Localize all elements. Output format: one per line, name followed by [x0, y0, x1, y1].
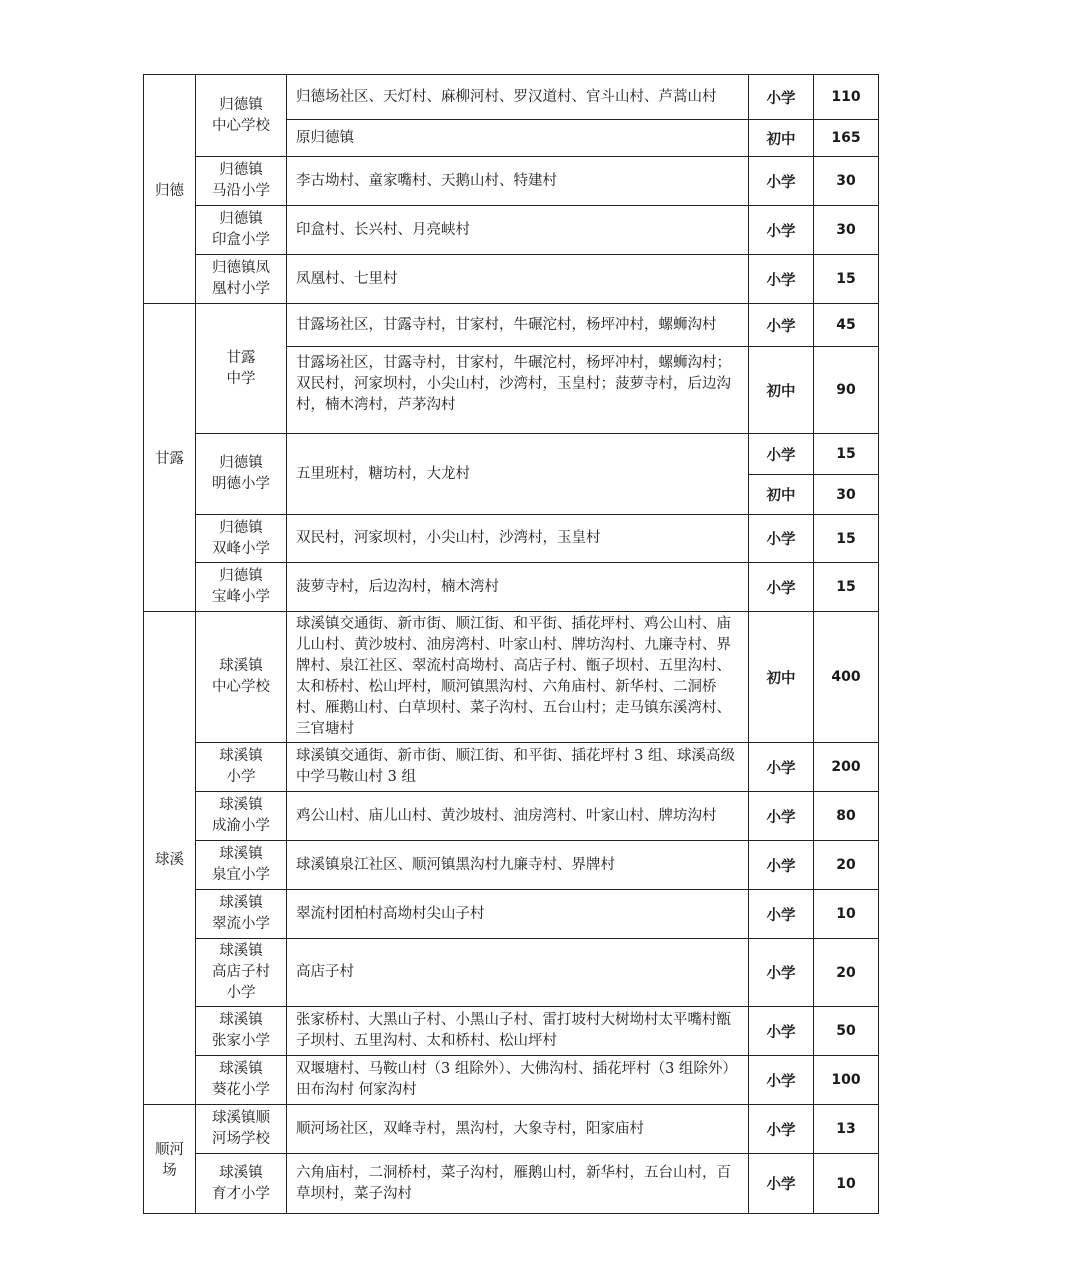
- villages-cell: 双堰塘村、马鞍山村（3 组除外）、大佛沟村、插花坪村（3 组除外）田布沟村 何家沟村: [287, 1056, 749, 1105]
- school-cell: 球溪镇顺 河场学校: [196, 1105, 287, 1154]
- table-row: [144, 304, 879, 347]
- quota-cell: 100: [814, 1056, 879, 1105]
- villages-cell: 双民村，河家坝村，小尖山村，沙湾村，玉皇村: [287, 515, 749, 563]
- level-cell: 初中: [749, 612, 814, 743]
- school-cell: 球溪镇 高店子村 小学: [196, 939, 287, 1007]
- level-cell: 小学: [749, 1056, 814, 1105]
- villages-cell: 球溪镇交通街、新市街、顺江街、和平街、插花坪村 3 组、球溪高级中学马鞍山村 3 组: [287, 743, 749, 792]
- villages-cell: 李古坳村、童家嘴村、天鹅山村、特建村: [287, 157, 749, 206]
- villages-cell: 翠流村团柏村高坳村尖山子村: [287, 890, 749, 939]
- level-cell: 小学: [749, 206, 814, 255]
- quota-cell: 200: [814, 743, 879, 792]
- villages-cell: 五里班村，糖坊村，大龙村: [287, 434, 749, 515]
- level-cell: 初中: [749, 347, 814, 434]
- villages-cell: 凤凰村、七里村: [287, 255, 749, 304]
- table-body: [144, 75, 879, 1214]
- table-row: [144, 743, 879, 792]
- villages-cell: 球溪镇交通街、新市街、顺江街、和平街、插花坪村、鸡公山村、庙儿山村、黄沙坡村、油房湾村、叶家山村、牌坊沟村、九廉寺村、界牌村、泉江社区、翠流村高坳村、高店子村、甑子坝村、五里沟村、太和桥村、松山坪村，顺河镇黑沟村、六角庙村、新华村、二洞桥村、雁鹅山村、白草坝村、菜子沟村、五台山村；走马镇东溪湾村、三官塘村: [287, 612, 749, 743]
- table-row: [144, 255, 879, 304]
- table-row: [144, 75, 879, 120]
- villages-cell: 球溪镇泉江社区、顺河镇黑沟村九廉寺村、界牌村: [287, 841, 749, 890]
- quota-cell: 30: [814, 206, 879, 255]
- table-row: [144, 612, 879, 743]
- quota-cell: 20: [814, 939, 879, 1007]
- school-cell: 归德镇 中心学校: [196, 75, 287, 157]
- enrollment-zone-table: [143, 74, 879, 1214]
- table-row: [144, 1105, 879, 1154]
- villages-cell: 顺河场社区，双峰寺村，黑沟村，大象寺村，阳家庙村: [287, 1105, 749, 1154]
- level-cell: 小学: [749, 841, 814, 890]
- level-cell: 小学: [749, 1105, 814, 1154]
- level-cell: 小学: [749, 255, 814, 304]
- villages-cell: 鸡公山村、庙儿山村、黄沙坡村、油房湾村、叶家山村、牌坊沟村: [287, 792, 749, 841]
- table-row: [144, 515, 879, 563]
- level-cell: 小学: [749, 75, 814, 120]
- level-cell: 小学: [749, 939, 814, 1007]
- school-cell: 球溪镇 翠流小学: [196, 890, 287, 939]
- school-cell: 归德镇凤 凰村小学: [196, 255, 287, 304]
- table-row: [144, 1007, 879, 1056]
- level-cell: 小学: [749, 157, 814, 206]
- level-cell: 小学: [749, 890, 814, 939]
- level-cell: 小学: [749, 1154, 814, 1214]
- quota-cell: 15: [814, 515, 879, 563]
- quota-cell: 10: [814, 890, 879, 939]
- quota-cell: 13: [814, 1105, 879, 1154]
- school-cell: 归德镇 马沿小学: [196, 157, 287, 206]
- level-cell: 小学: [749, 743, 814, 792]
- table-row: [144, 939, 879, 1007]
- villages-cell: 六角庙村，二洞桥村，菜子沟村，雁鹅山村，新华村，五台山村，百草坝村，菜子沟村: [287, 1154, 749, 1214]
- quota-cell: 400: [814, 612, 879, 743]
- school-cell: 球溪镇 小学: [196, 743, 287, 792]
- villages-cell: 印盒村、长兴村、月亮峡村: [287, 206, 749, 255]
- school-cell: 球溪镇 葵花小学: [196, 1056, 287, 1105]
- quota-cell: 110: [814, 75, 879, 120]
- villages-cell: 原归德镇: [287, 120, 749, 157]
- quota-cell: 50: [814, 1007, 879, 1056]
- school-cell: 甘露 中学: [196, 304, 287, 434]
- quota-cell: 165: [814, 120, 879, 157]
- villages-cell: 归德场社区、天灯村、麻柳河村、罗汉道村、官斗山村、芦蒿山村: [287, 75, 749, 120]
- table-row: [144, 206, 879, 255]
- table-row: [144, 1056, 879, 1105]
- quota-cell: 45: [814, 304, 879, 347]
- villages-cell: 高店子村: [287, 939, 749, 1007]
- quota-cell: 15: [814, 255, 879, 304]
- school-cell: 球溪镇 张家小学: [196, 1007, 287, 1056]
- table-row: [144, 434, 879, 475]
- level-cell: 小学: [749, 563, 814, 612]
- region-cell: 甘露: [144, 304, 196, 612]
- school-cell: 归德镇 印盒小学: [196, 206, 287, 255]
- table-row: [144, 890, 879, 939]
- table-row: [144, 157, 879, 206]
- quota-cell: 15: [814, 434, 879, 475]
- level-cell: 小学: [749, 792, 814, 841]
- region-cell: 归德: [144, 75, 196, 304]
- school-cell: 球溪镇 育才小学: [196, 1154, 287, 1214]
- quota-cell: 20: [814, 841, 879, 890]
- table-row: [144, 841, 879, 890]
- school-cell: 球溪镇 泉宜小学: [196, 841, 287, 890]
- school-cell: 球溪镇 中心学校: [196, 612, 287, 743]
- quota-cell: 90: [814, 347, 879, 434]
- table-row: [144, 1154, 879, 1214]
- level-cell: 小学: [749, 515, 814, 563]
- quota-cell: 30: [814, 157, 879, 206]
- school-cell: 归德镇 明德小学: [196, 434, 287, 515]
- quota-cell: 80: [814, 792, 879, 841]
- table-row: [144, 563, 879, 612]
- level-cell: 小学: [749, 1007, 814, 1056]
- school-cell: 球溪镇 成渝小学: [196, 792, 287, 841]
- level-cell: 初中: [749, 475, 814, 515]
- region-cell: 顺河 场: [144, 1105, 196, 1214]
- villages-cell: 菠萝寺村，后边沟村，楠木湾村: [287, 563, 749, 612]
- villages-cell: 甘露场社区，甘露寺村，甘家村，牛碾沱村，杨坪冲村，螺蛳沟村: [287, 304, 749, 347]
- region-cell: 球溪: [144, 612, 196, 1105]
- table-row: [144, 792, 879, 841]
- school-cell: 归德镇 宝峰小学: [196, 563, 287, 612]
- level-cell: 小学: [749, 304, 814, 347]
- quota-cell: 30: [814, 475, 879, 515]
- quota-cell: 15: [814, 563, 879, 612]
- villages-cell: 甘露场社区，甘露寺村，甘家村，牛碾沱村，杨坪冲村，螺蛳沟村；双民村，河家坝村，小尖山村，沙湾村，玉皇村；菠萝寺村，后边沟村，楠木湾村，芦茅沟村: [287, 347, 749, 434]
- level-cell: 初中: [749, 120, 814, 157]
- villages-cell: 张家桥村、大黑山子村、小黑山子村、雷打坡村大树坳村太平嘴村甑子坝村、五里沟村、太和桥村、松山坪村: [287, 1007, 749, 1056]
- school-cell: 归德镇 双峰小学: [196, 515, 287, 563]
- quota-cell: 10: [814, 1154, 879, 1214]
- level-cell: 小学: [749, 434, 814, 475]
